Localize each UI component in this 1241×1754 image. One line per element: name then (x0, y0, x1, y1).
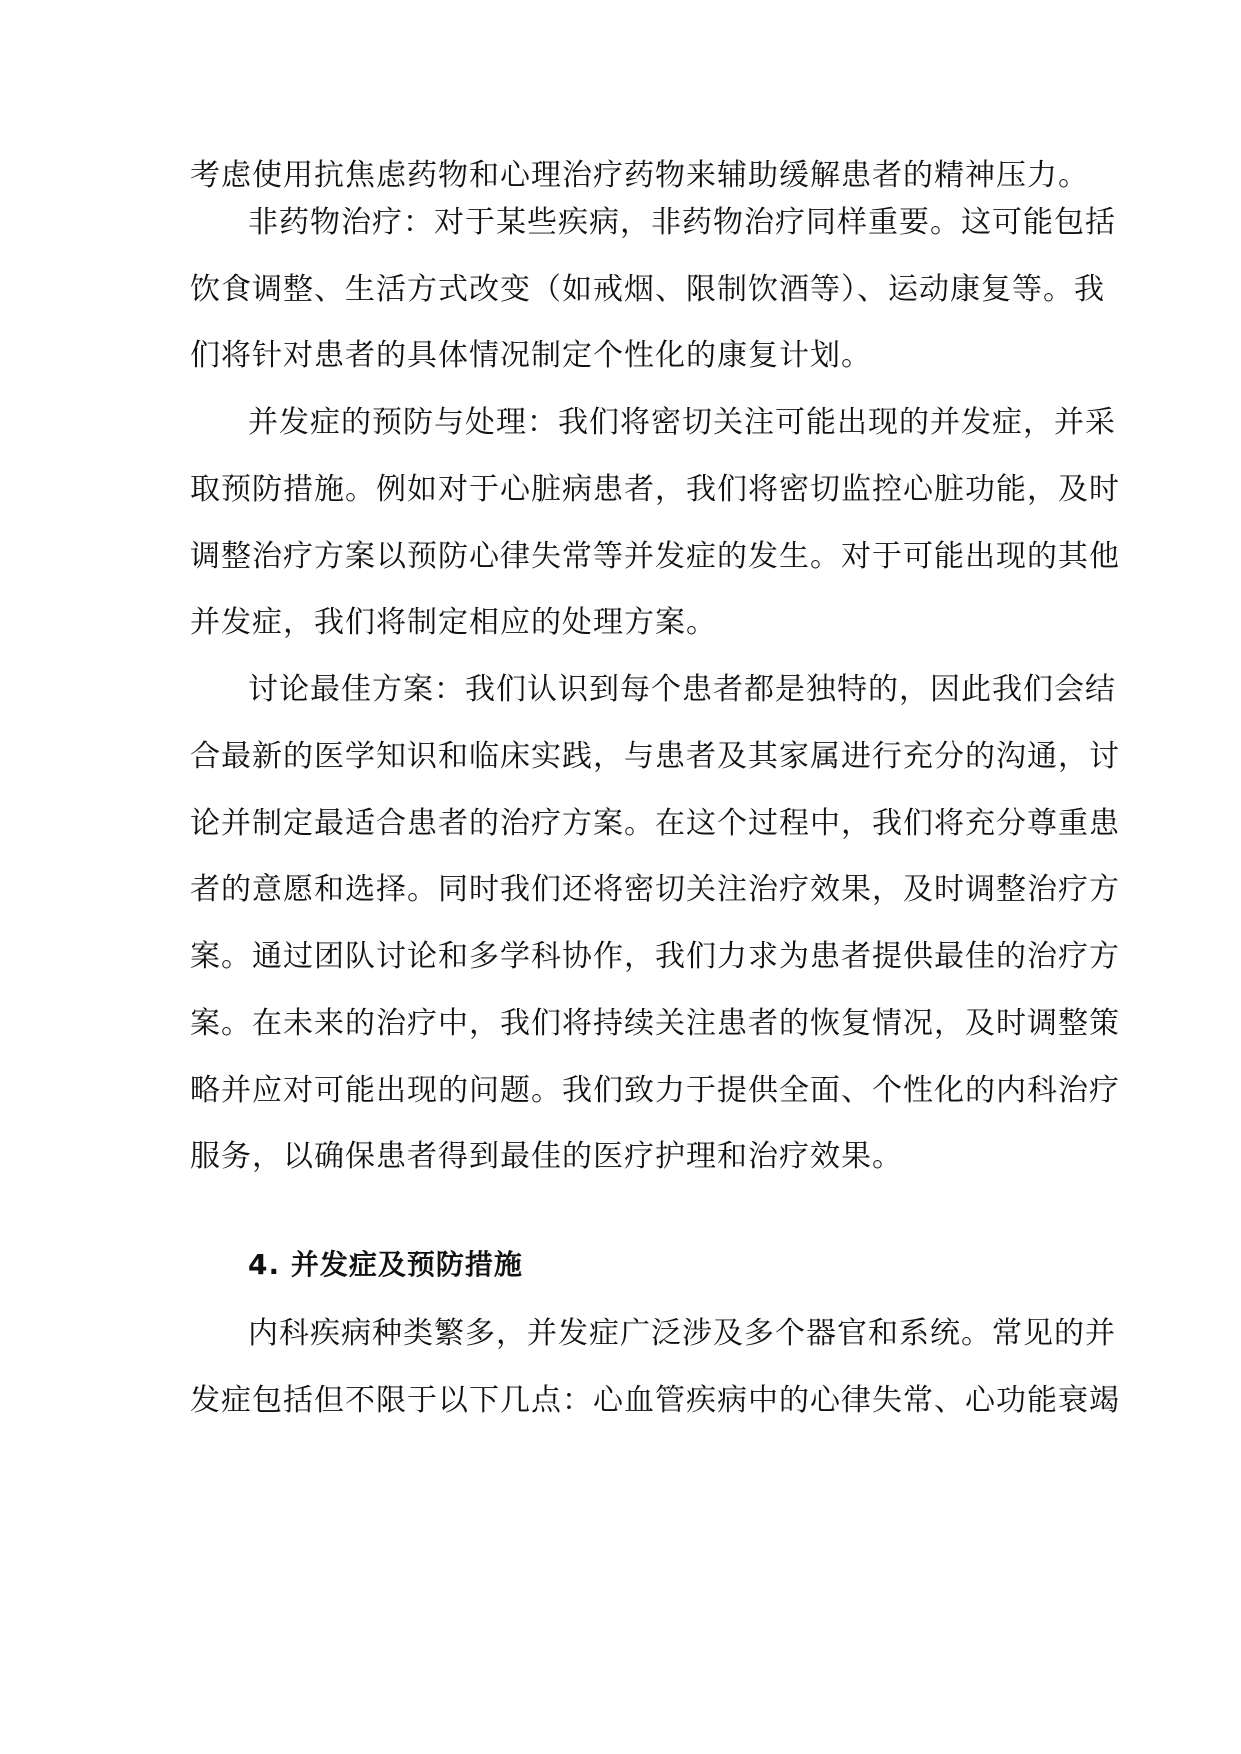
paragraph-line: 内科疾病种类繁多，并发症广泛涉及多个器官和系统。常见的并 (248, 1316, 1116, 1351)
paragraph-line: 们将针对患者的具体情况制定个性化的康复计划。 (190, 338, 872, 373)
paragraph-line: 略并应对可能出现的问题。我们致力于提供全面、个性化的内科治疗 (190, 1073, 1120, 1108)
paragraph-line: 者的意愿和选择。同时我们还将密切关注治疗效果，及时调整治疗方 (190, 872, 1120, 907)
paragraph-line: 并发症的预防与处理：我们将密切关注可能出现的并发症，并采 (248, 405, 1116, 440)
paragraph-line: 讨论最佳方案：我们认识到每个患者都是独特的，因此我们会结 (248, 672, 1116, 707)
section-heading: 4. 并发症及预防措施 (248, 1248, 523, 1281)
paragraph-line: 合最新的医学知识和临床实践，与患者及其家属进行充分的沟通，讨 (190, 739, 1120, 774)
paragraph-line: 非药物治疗：对于某些疾病，非药物治疗同样重要。这可能包括 (248, 205, 1116, 240)
paragraph-line: 案。在未来的治疗中，我们将持续关注患者的恢复情况，及时调整策 (190, 1006, 1120, 1041)
paragraph-line: 发症包括但不限于以下几点：心血管疾病中的心律失常、心功能衰竭 (190, 1383, 1120, 1418)
paragraph-line: 饮食调整、生活方式改变（如戒烟、限制饮酒等）、运动康复等。我 (190, 272, 1105, 307)
paragraph-line: 调整治疗方案以预防心律失常等并发症的发生。对于可能出现的其他 (190, 539, 1120, 574)
paragraph-line: 考虑使用抗焦虑药物和心理治疗药物来辅助缓解患者的精神压力。 (190, 158, 1089, 193)
paragraph-line: 取预防措施。例如对于心脏病患者，我们将密切监控心脏功能，及时 (190, 472, 1120, 507)
paragraph-line: 论并制定最适合患者的治疗方案。在这个过程中，我们将充分尊重患 (190, 806, 1120, 841)
paragraph-line: 案。通过团队讨论和多学科协作，我们力求为患者提供最佳的治疗方 (190, 939, 1120, 974)
paragraph-line: 服务，以确保患者得到最佳的医疗护理和治疗效果。 (190, 1139, 903, 1174)
paragraph-line: 并发症，我们将制定相应的处理方案。 (190, 605, 717, 640)
